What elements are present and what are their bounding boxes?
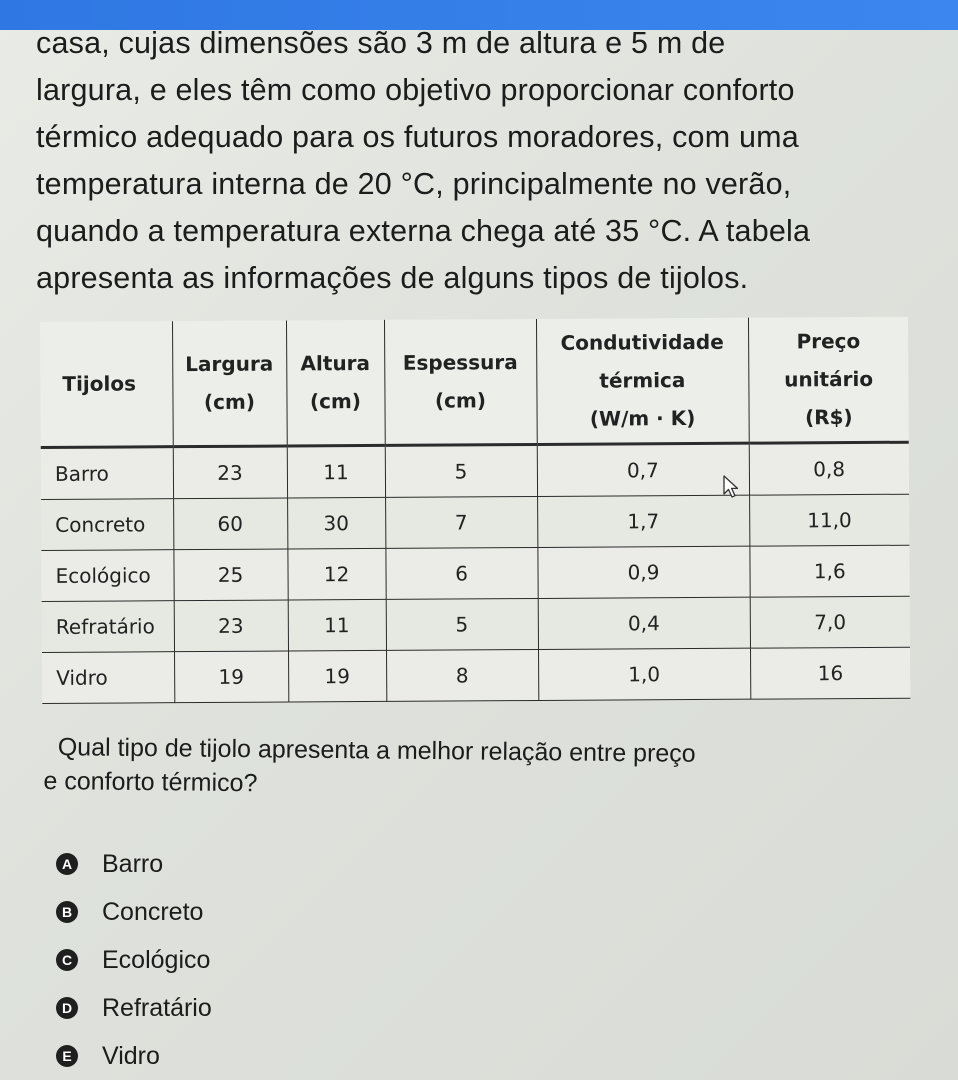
- cell-condutividade: 0,7: [537, 443, 749, 496]
- option-a[interactable]: [56, 840, 212, 888]
- option-a-label: Barro: [102, 849, 164, 878]
- cell-espessura: 6: [385, 547, 537, 599]
- cell-tijolo: Ecológico: [41, 550, 173, 602]
- table-row: [42, 596, 910, 652]
- cell-largura: 19: [174, 651, 288, 703]
- option-e-label: Vidro: [102, 1041, 160, 1070]
- cell-condutividade: 1,7: [537, 495, 749, 547]
- cell-altura: 11: [288, 599, 386, 651]
- option-d[interactable]: [56, 984, 212, 1032]
- cell-espessura: 5: [386, 598, 538, 650]
- table-row: [42, 647, 910, 703]
- cell-condutividade: 0,4: [538, 597, 750, 649]
- cell-largura: 23: [173, 446, 287, 499]
- mouse-pointer-icon: [722, 474, 740, 500]
- header-condutividade: Condutividade térmica (W/m · K): [536, 318, 749, 445]
- option-c-label: Ecológico: [102, 945, 211, 974]
- cell-espessura: 5: [385, 444, 537, 497]
- option-c-badge: C: [56, 949, 78, 971]
- option-a-badge: A: [56, 853, 78, 875]
- cell-largura: 25: [173, 549, 287, 601]
- table-row: [41, 545, 909, 601]
- option-d-badge: D: [56, 997, 78, 1019]
- cell-preco: 1,6: [749, 545, 909, 597]
- answer-options: [56, 840, 212, 1080]
- header-largura: Largura (cm): [172, 320, 287, 446]
- cell-altura: 19: [288, 650, 386, 702]
- cell-condutividade: 1,0: [538, 648, 750, 700]
- cell-tijolo: Barro: [41, 447, 173, 500]
- question-line-1: Qual tipo de tijolo apresenta a melhor relação entre preço: [57, 733, 696, 768]
- option-b-label: Concreto: [102, 897, 204, 926]
- cell-largura: 60: [173, 498, 287, 550]
- cell-altura: 12: [287, 548, 385, 600]
- paragraph-line-1: casa, cujas dimensões são 3 m de altura e 5 m de: [36, 26, 726, 60]
- option-c[interactable]: [56, 936, 212, 984]
- option-b-badge: B: [56, 901, 78, 923]
- option-e[interactable]: [56, 1032, 212, 1080]
- cell-tijolo: Refratário: [42, 601, 174, 653]
- paragraph-line-3: térmico adequado para os futuros moradores, com uma: [36, 120, 799, 154]
- cell-altura: 30: [287, 497, 385, 549]
- paragraph-line-4: temperatura interna de 20 °C, principalmente no verão,: [36, 167, 792, 201]
- cell-preco: 7,0: [750, 596, 910, 648]
- cell-condutividade: 0,9: [537, 546, 749, 598]
- cell-preco: 0,8: [749, 442, 909, 495]
- option-e-badge: E: [56, 1045, 78, 1067]
- paragraph-line-2: largura, e eles têm como objetivo proporcionar conforto: [36, 73, 795, 107]
- cell-espessura: 8: [386, 649, 538, 701]
- table-row: [41, 442, 909, 499]
- question-line-2: e conforto térmico?: [43, 766, 258, 798]
- question-text: [43, 730, 904, 807]
- cell-tijolo: Concreto: [41, 499, 173, 551]
- bricks-table: [40, 317, 910, 704]
- cell-espessura: 7: [385, 496, 537, 548]
- cell-largura: 23: [174, 600, 288, 652]
- document-page: [0, 26, 958, 1080]
- header-preco: Preço unitário (R$): [748, 317, 909, 443]
- option-d-label: Refratário: [102, 993, 212, 1022]
- cell-tijolo: Vidro: [42, 652, 174, 704]
- cell-preco: 11,0: [749, 494, 909, 546]
- header-tijolos: Tijolos: [40, 321, 173, 447]
- intro-paragraph: [36, 26, 936, 302]
- table-header-row: [40, 317, 909, 448]
- cell-altura: 11: [287, 445, 385, 498]
- cell-preco: 16: [750, 647, 910, 699]
- table-row: [41, 494, 909, 550]
- paragraph-line-5: quando a temperatura externa chega até 35 °C. A tabela: [36, 214, 811, 248]
- header-espessura: Espessura (cm): [384, 319, 537, 445]
- paragraph-line-6: apresenta as informações de alguns tipos de tijolos.: [36, 261, 749, 295]
- option-b[interactable]: [56, 888, 212, 936]
- header-altura: Altura (cm): [286, 320, 385, 446]
